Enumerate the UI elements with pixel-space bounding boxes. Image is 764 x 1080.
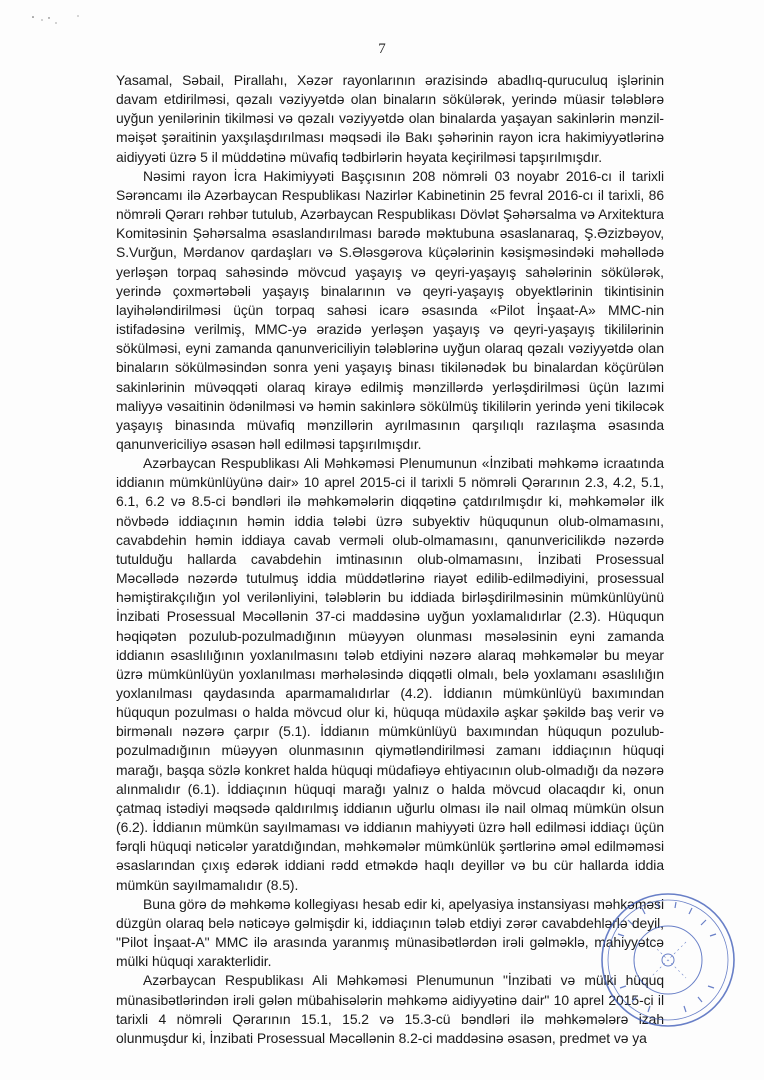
page-number: 7 (378, 41, 386, 57)
scan-specks (20, 8, 80, 28)
paragraph-1: Yasamal, Səbail, Pirallahı, Xəzər rayonlarının ərazisində abadlıq-quruculuq işlərinin davam etdirilməsi, qəzalı vəziyyətdə olan binaların sökülərək, yerində müasir tələblərə uyğun yenilərinin tikilməsi və qəzalı vəziyyətdə olan binalarda yaşayan sakinlərin mənzil-məişət şəraitinin yaxşılaşdırılması məqsədi ilə Bakı şəhərinin rayon icra hakimiyyətlərinə aidiyyəti üzrə 5 il müddətinə müvafiq tədbirlərin həyata keçirilməsi tapşırılmışdır. (116, 72, 664, 165)
paragraph-4: Buna görə də məhkəmə kollegiyası hesab edir ki, apelyasiya instansiyası məhkəməsi düzgün olaraq belə nəticəyə gəlmişdir ki, iddiaçının tələb etdiyi zərər cavabdehlərlə deyil, "Pilot İnşaat-A" MMC ilə arasında yaranmış münasibətlərdən irəli gəlməklə, mahiyyətcə mülki hüquqi xarakterlidir. (116, 895, 664, 970)
paragraph-3: Azərbaycan Respublikası Ali Məhkəməsi Plenumunun «İnzibati məhkəmə icraatında iddianın mümkünlüyünə dair» 10 aprel 2015-ci il tarixli 5 nömrəli Qərarının 2.3, 4.2, 5.1, 6.1, 6.2 və 8.5-ci bəndləri ilə məhkəmələrin diqqətinə çatdırılmışdır ki, məhkəmələr ilk növbədə iddiaçının həmin iddia tələbi üzrə subyektiv hüququnun olub-olmamasını, cavabdehin həmin iddiaya cavab verməli olub-olmamasını, qanunvericilikdə nəzərdə tutulduğu hallarda cavabdehin imtinasının olub-olmamasını, İnzibati Prosessual Məcəllədə nəzərdə tutulmuş iddia müddətlərinə riayət edilib-edilmədiyini, prosessual həmiştirakçılığın yol verilənliyini, tələblərin bu iddiada birləşdirilməsinin mümkünlüyünü İnzibati Prosessual Məcəllənin 37-ci maddəsinə uyğun yoxlamalıdırlar (2.3). Hüququn həqiqətən pozulub-pozulmadığının müəyyən olunması məsələsinin eyni zamanda iddianın əsaslılığının yoxlanılmasını tələb etdiyini nəzərə alaraq məhkəmələr bu meyar üzrə mümkünlüyün yoxlanılması mərhələsində diqqətli olmalı, belə yoxlamanı əsaslılığın yoxlanılması qaydasında aparmamalıdırlar (4.2). İddianın mümkünlüyü baxımından hüququn pozulması o halda mövcud olur ki, hüquqa müdaxilə aşkar şəkildə baş verir və birmənalı nəzərə çarpır (5.1). İddianın mümkünlüyü baxımından hüququn pozulub-pozulmadığının müəyyən olunmasının qiymətləndirilməsi zamanı iddiaçının hüquqi marağı, başqa sözlə konkret halda hüquqi müdafiəyə ehtiyacının olub-olmadığı da nəzərə alınmalıdır (6.1). İddiaçının hüquqi marağı yalnız o halda mövcud olacaqdır ki, onun çatmaq istədiyi məqsədə qaldırılmış iddianın uğurlu olması ilə nail olmaq mümkün olsun (6.2). İddianın mümkün sayılmaması və iddianın mahiyyəti üzrə həll edilməsi iddiaçı üçün fərqli hüquqi nəticələr yaratdığından, məhkəmələr mümkünlük şərtlərinə əməl edilməməsi əsaslarından çıxış edərək iddiani rədd etməkdə haqlı deyillər və bu cür hallarda iddia mümkün sayılmamalıdır (8.5). (116, 455, 664, 893)
body-text (116, 71, 664, 1048)
paragraph-2: Nəsimi rayon İcra Hakimiyyəti Başçısının 208 nömrəli 03 noyabr 2016-cı il tarixli Sərəncamı ilə Azərbaycan Respublikası Nazirlər Kabinetinin 25 fevral 2016-cı il tarixli, 86 nömrəli Qərarı rəhbər tutulub, Azərbaycan Respublikası Dövlət Şəhərsalma və Arxitektura Komitəsinin Şəhərsalma əsaslandırılması barədə məktubuna əsaslanaraq, Ş.Əzizbəyov, S.Vurğun, Mərdanov qardaşları və S.Ələsgərova küçələrinin kəsişməsindəki məhəllədə yerləşən torpaq sahəsində mövcud yaşayış və qeyri-yaşayış sahələrinin sökülərək, yerində çoxmərtəbəli yaşayış binalarının və qeyri-yaşayış obyektlərinin tikintisinin layihələndirilməsi üçün torpaq sahəsi icarə əsasında «Pilot İnşaat-A» MMC-nin istifadəsinə verilmiş, MMC-yə ərazidə yerləşən yaşayış və qeyri-yaşayış tikililərinin sökülməsi, eyni zamanda qanunvericiliyin tələblərinə uyğun olaraq qəzalı vəziyyətdə olan binaların sökülməsindən sonra yeni yaşayış binası tikilənədək bu binalardan köçürülən sakinlərinin müvəqqəti olaraq kirayə edilmiş mənzillərdə yerləşdirilməsi üçün lazımi maliyyə vəsaitinin ödənilməsi və həmin sakinlərə sökülmüş tikililərin yerində yeni tikiləcək yaşayış binasında müvafiq mənzillərin ayrılmasının qarşılıqlı razılaşma əsasında qanunvericiliyə əsasən həll edilməsi tapşırılmışdır. (116, 167, 664, 452)
paragraph-5: Azərbaycan Respublikası Ali Məhkəməsi Plenumunun "İnzibati və mülki hüquq münasibətlərindən irəli gələn mübahisələrin məhkəmə aidiyyətinə dair" 10 aprel 2015-ci il tarixli 4 nömrəli Qərarının 15.1, 15.2 və 15.3-cü bəndləri ilə məhkəmələrə izah olunmuşdur ki, İnzibati Prosessual Məcəllənin 8.2-ci maddəsinə əsasən, predmet və ya (116, 972, 664, 1046)
